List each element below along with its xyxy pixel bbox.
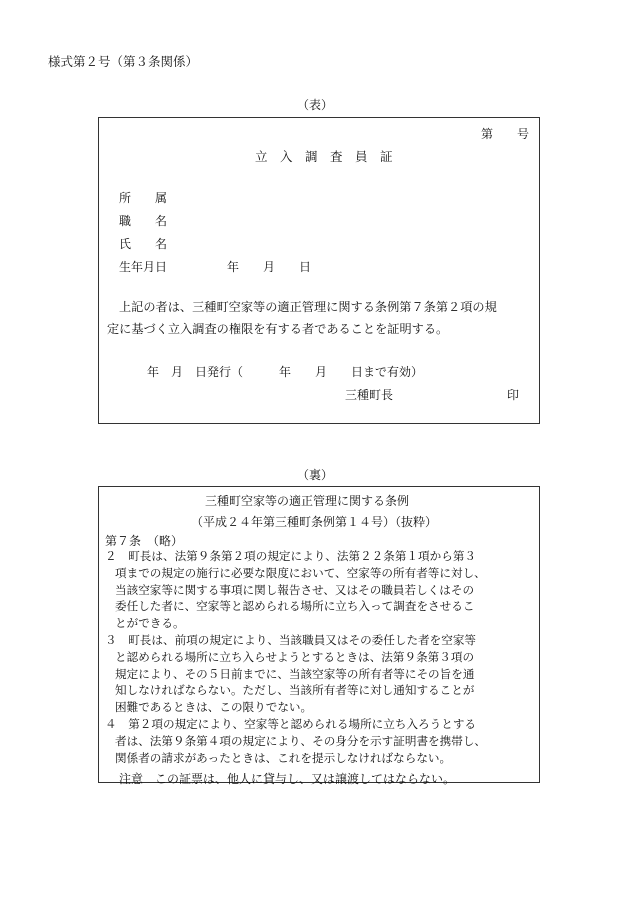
field-birthdate-format: 年 月 日	[227, 260, 312, 274]
field-affiliation: 所 属	[119, 191, 168, 205]
clause-line: 者は、法第９条第４項の規定により、その身分を示す証明書を携帯し、	[115, 733, 487, 748]
clause-line: 項までの規定の施行に必要な限度において、空家等の所有者等に対し、	[115, 565, 486, 580]
clause-line: ２ 町長は、法第９条第２項の規定により、法第２２条第１項から第３	[105, 549, 477, 563]
usage-note: 注意 この証票は、他人に貸与し、又は譲渡してはならない。	[119, 772, 456, 786]
field-position: 職 名	[119, 214, 168, 228]
statement-line-1: 上記の者は、三種町空家等の適正管理に関する条例第７条第２項の規	[119, 300, 497, 314]
article-heading: 第７条 （略）	[105, 534, 184, 548]
back-caption: （裏）	[297, 468, 334, 482]
card-title: 立 入 調 査 員 証	[255, 149, 393, 164]
clause-line: と認められる場所に立ち入らせようとするときは、法第９条第３項の	[115, 649, 475, 664]
issuer: 三種町長	[345, 388, 394, 402]
clause-3	[105, 632, 535, 716]
issue-line: 年 月 日発行（ 年 月 日まで有効）	[147, 365, 424, 379]
form-heading: 様式第２号（第３条関係）	[48, 54, 199, 69]
clause-line: ４ 第２項の規定により、空家等と認められる場所に立ち入ろうとする	[105, 717, 477, 731]
clause-line: 委任した者に、空家等と認められる場所に立ち入って調査をさせるこ	[115, 599, 475, 614]
statement-line-2: 定に基づく立入調査の権限を有する者であることを証明する。	[107, 322, 449, 336]
field-name: 氏 名	[119, 237, 168, 251]
clause-4	[105, 716, 535, 766]
clause-line: 知しなければならない。ただし、当該所有者等に対し通知することが	[115, 683, 475, 698]
clause-line: 関係者の請求があったときは、これを提示しなければならない。	[115, 750, 452, 765]
clause-line: 困難であるときは、この限りでない。	[115, 700, 313, 715]
card-number-label: 第 号	[480, 127, 529, 141]
clause-line: とができる。	[115, 616, 185, 631]
field-birthdate-label: 生年月日	[119, 260, 168, 274]
clause-line: 規定により、その５日前までに、当該空家等の所有者等にその旨を通	[115, 666, 475, 681]
front-caption: （表）	[297, 98, 334, 112]
back-card	[98, 486, 540, 786]
seal-mark: 印	[507, 388, 520, 402]
ordinance-title: 三種町空家等の適正管理に関する条例	[205, 494, 410, 508]
ordinance-subtitle: （平成２４年第三種町条例第１４号）（抜粋）	[191, 515, 438, 529]
clause-2	[105, 548, 535, 632]
clause-line: ３ 町長は、前項の規定により、当該職員又はその委任した者を空家等	[105, 633, 477, 647]
clause-line: 当該空家等に関する事項に関し報告させ、又はその職員若しくはその	[115, 582, 475, 597]
front-card	[98, 117, 540, 424]
